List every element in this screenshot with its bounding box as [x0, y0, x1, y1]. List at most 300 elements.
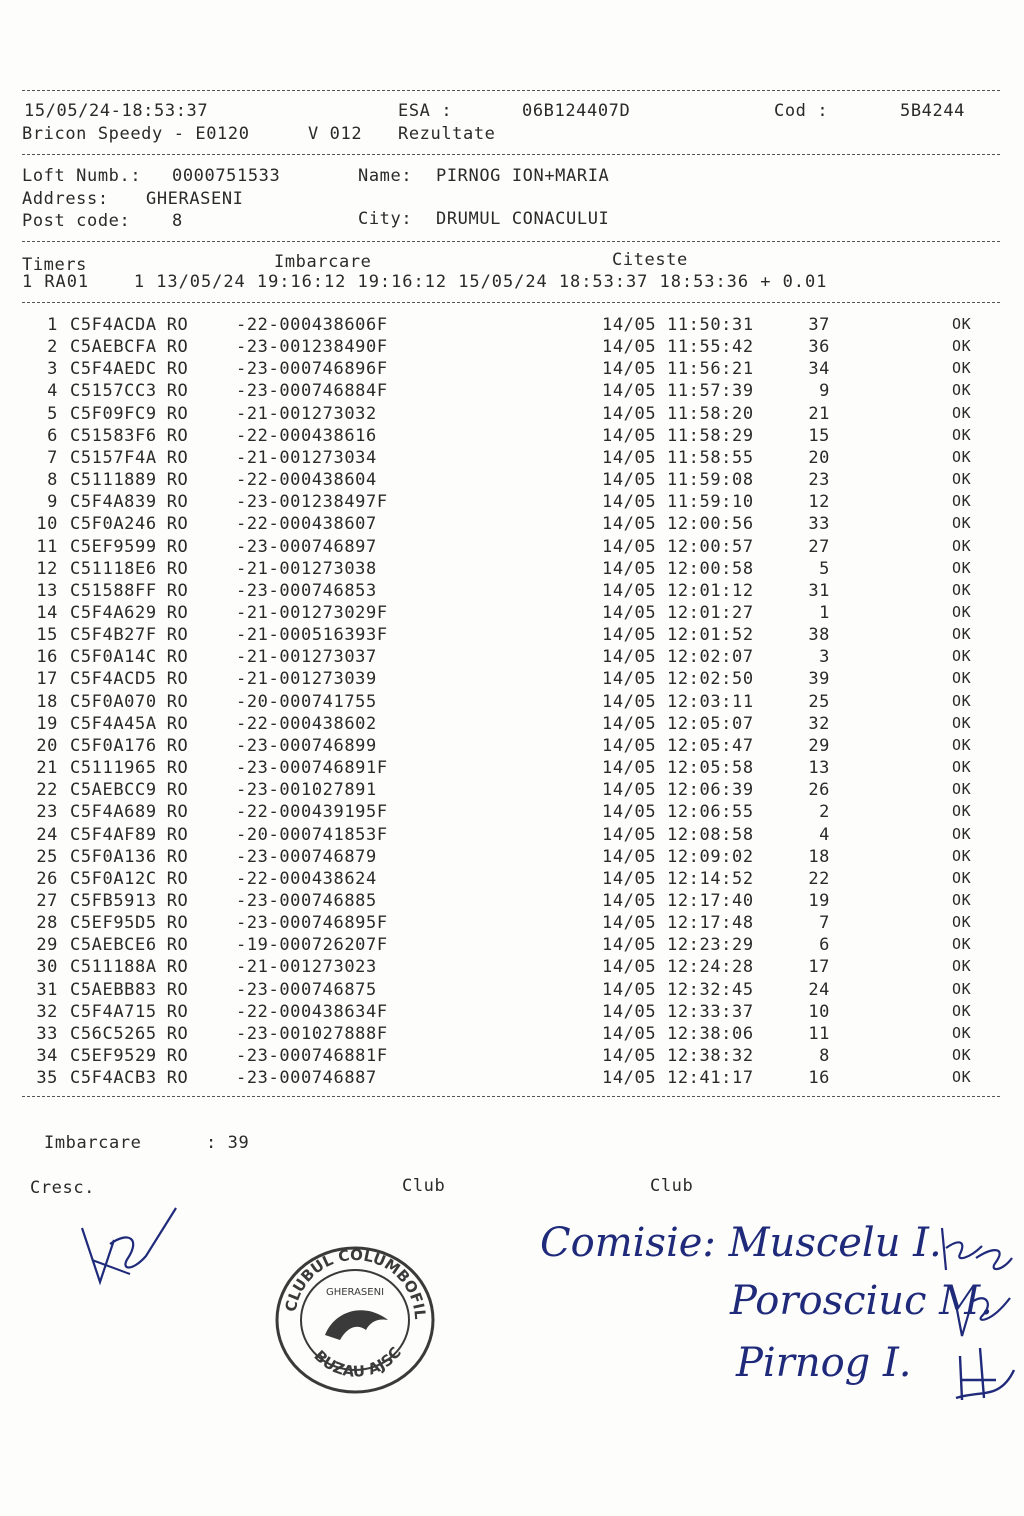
breeder-signature [70, 1200, 190, 1290]
ring-number: -21-001273029F [236, 603, 388, 623]
row-number: 12 [36, 558, 58, 579]
table-row [0, 426, 1024, 448]
document-title: Rezultate [398, 124, 496, 144]
country-code: RO [166, 492, 189, 513]
position: 33 [808, 514, 830, 535]
arrival-time: 14/05 12:05:07 [602, 713, 754, 734]
chip-id [70, 869, 188, 889]
status: OK [952, 381, 972, 400]
arrival-time: 14/05 12:24:28 [602, 957, 754, 978]
table-row [0, 337, 1024, 359]
divider [22, 1096, 1000, 1097]
chip-code: C5AEBCE6 [70, 935, 157, 956]
status: OK [952, 868, 972, 887]
table-row [0, 647, 1024, 669]
country-code: RO [166, 890, 189, 911]
table-row [0, 891, 1024, 913]
arrival-time: 14/05 12:01:52 [602, 625, 754, 646]
country-code: RO [166, 403, 189, 424]
table-row [0, 1024, 1024, 1046]
country-code: RO [166, 669, 189, 690]
country-code: RO [166, 425, 189, 446]
chip-id [70, 980, 188, 1000]
ring-number: -22-000438624 [236, 868, 377, 889]
country-code: RO [166, 381, 189, 402]
chip-id [70, 426, 188, 446]
club-label: Club [650, 1176, 694, 1196]
status: OK [952, 603, 972, 621]
ring-number: -21-001273034 [236, 447, 377, 468]
chip-code: C5F4ACB3 [70, 1068, 157, 1089]
status: OK [952, 890, 972, 909]
row-number: 1 [47, 315, 58, 335]
ring-number: -23-000746884F [236, 381, 388, 402]
position: 2 [819, 802, 830, 823]
status: OK [952, 669, 972, 688]
chip-id [70, 514, 188, 534]
position: 10 [808, 1001, 830, 1022]
status: OK [952, 558, 972, 577]
imbarcare-header: Imbarcare [274, 252, 372, 272]
chip-code: C5FB5913 [70, 890, 157, 911]
commission-line-1: Comisie: Muscelu I. [540, 1220, 942, 1266]
chip-code: C5F0A176 [70, 735, 157, 756]
arrival-time: 14/05 12:23:29 [602, 935, 754, 956]
chip-code: C5EF9599 [70, 536, 157, 557]
address-label: Address: [22, 189, 109, 209]
table-row [0, 1068, 1024, 1090]
country-code: RO [166, 713, 189, 734]
chip-id [70, 448, 188, 468]
stamp-top-text: CLUBUL COLUMBOFIL [281, 1245, 430, 1320]
position: 25 [808, 691, 830, 712]
table-row [0, 957, 1024, 979]
chip-id [70, 891, 188, 911]
ring-number: -22-000438606F [236, 315, 388, 335]
country-code: RO [166, 735, 189, 756]
table-row [0, 381, 1024, 403]
table-row [0, 692, 1024, 714]
table-row [0, 448, 1024, 470]
imbarcare-total-label: Imbarcare [44, 1133, 142, 1153]
table-row [0, 404, 1024, 426]
chip-id [70, 315, 188, 335]
chip-id [70, 1002, 188, 1022]
ring-number: -22-000438604 [236, 470, 377, 490]
ring-number: -20-000741755 [236, 691, 377, 712]
row-number: 4 [47, 381, 58, 402]
chip-code: C5111889 [70, 470, 157, 490]
ring-number: -21-000516393F [236, 625, 388, 646]
chip-code: C5F4A45A [70, 713, 157, 734]
chip-id [70, 359, 188, 379]
arrival-time: 14/05 12:01:12 [602, 580, 754, 601]
chip-code: C5157F4A [70, 447, 157, 468]
ring-number: -22-000438607 [236, 514, 377, 535]
row-number: 24 [36, 824, 58, 845]
country-code: RO [166, 603, 189, 623]
arrival-time: 14/05 11:50:31 [602, 315, 754, 335]
divider [22, 302, 1000, 303]
table-row [0, 825, 1024, 847]
arrival-time: 14/05 12:14:52 [602, 868, 754, 889]
status: OK [952, 470, 972, 488]
device-version: V 012 [308, 124, 363, 144]
chip-id [70, 669, 188, 689]
ring-number: -23-000746881F [236, 1045, 388, 1066]
row-number: 14 [36, 603, 58, 623]
ring-number: -23-000746853 [236, 580, 377, 601]
position: 36 [808, 337, 830, 358]
position: 9 [819, 381, 830, 402]
table-row [0, 581, 1024, 603]
country-code: RO [166, 913, 189, 933]
club-label: Club [402, 1176, 446, 1196]
position: 24 [808, 979, 830, 1000]
position: 38 [808, 625, 830, 646]
position: 39 [808, 669, 830, 690]
ring-number: -23-000746899 [236, 735, 377, 756]
status: OK [952, 359, 972, 378]
chip-code: C51118E6 [70, 558, 157, 579]
status: OK [952, 846, 972, 865]
chip-id [70, 780, 188, 800]
chip-code: C5F09FC9 [70, 403, 157, 424]
pigeon-icon [325, 1310, 388, 1340]
chip-id [70, 492, 188, 512]
chip-id [70, 1024, 188, 1044]
table-row [0, 559, 1024, 581]
position: 20 [808, 447, 830, 468]
chip-code: C5F4A715 [70, 1001, 157, 1022]
arrival-time: 14/05 11:56:21 [602, 359, 754, 380]
row-number: 13 [36, 580, 58, 601]
position: 1 [819, 603, 830, 623]
country-code: RO [166, 447, 189, 468]
row-number: 20 [36, 735, 58, 756]
status: OK [952, 1068, 972, 1087]
chip-id [70, 559, 188, 579]
status: OK [952, 735, 972, 754]
position: 13 [808, 758, 830, 778]
ring-number: -21-001273037 [236, 647, 377, 668]
print-datetime: 15/05/24-18:53:37 [24, 101, 209, 121]
timer-line: 1 RA01 1 13/05/24 19:16:12 19:16:12 15/05/24 18:53:37 18:53:36 + 0.01 [22, 272, 828, 292]
position: 4 [819, 824, 830, 845]
ring-number: -21-001273032 [236, 403, 377, 424]
arrival-time: 14/05 12:32:45 [602, 979, 754, 1000]
chip-code: C5F0A246 [70, 514, 157, 535]
arrival-time: 14/05 12:17:48 [602, 913, 754, 933]
post-code-label: Post code: [22, 211, 131, 231]
country-code: RO [166, 824, 189, 845]
ring-number: -23-000746875 [236, 979, 377, 1000]
chip-id [70, 625, 188, 645]
table-row [0, 913, 1024, 935]
row-number: 8 [47, 470, 58, 490]
position: 22 [808, 868, 830, 889]
stamp-bottom-text: BUZAU AJSC [310, 1343, 405, 1381]
city-label: City: [358, 209, 413, 229]
timers-label: Timers [22, 255, 88, 275]
row-number: 35 [36, 1068, 58, 1089]
position: 34 [808, 359, 830, 380]
position: 6 [819, 935, 830, 956]
table-row [0, 935, 1024, 957]
status: OK [952, 1001, 972, 1020]
country-code: RO [166, 1023, 189, 1044]
chip-id [70, 736, 188, 756]
status: OK [952, 1045, 972, 1064]
chip-code: C5F4AF89 [70, 824, 157, 845]
chip-code: C5F0A070 [70, 691, 157, 712]
row-number: 17 [36, 669, 58, 690]
status: OK [952, 647, 972, 666]
country-code: RO [166, 514, 189, 535]
chip-code: C5AEBCC9 [70, 780, 157, 801]
commission-line-3: Pirnog I. [736, 1340, 912, 1386]
status: OK [952, 1023, 972, 1042]
stamp-inner-text: GHERASENI [325, 1287, 385, 1298]
country-code: RO [166, 558, 189, 579]
country-code: RO [166, 1068, 189, 1089]
country-code: RO [166, 625, 189, 646]
country-code: RO [166, 846, 189, 867]
ring-number: -21-001273038 [236, 558, 377, 579]
arrival-time: 14/05 12:09:02 [602, 846, 754, 867]
arrival-time: 14/05 12:17:40 [602, 890, 754, 911]
country-code: RO [166, 780, 189, 801]
ring-number: -23-000746885 [236, 890, 377, 911]
row-number: 28 [36, 913, 58, 933]
row-number: 2 [47, 337, 58, 358]
arrival-time: 14/05 12:03:11 [602, 691, 754, 712]
chip-code: C5F0A14C [70, 647, 157, 668]
position: 15 [808, 425, 830, 446]
esa-label: ESA : [398, 101, 453, 121]
chip-code: C5F4B27F [70, 625, 157, 646]
position: 31 [808, 580, 830, 601]
table-row [0, 869, 1024, 891]
chip-code: C51583F6 [70, 425, 157, 446]
arrival-time: 14/05 12:33:37 [602, 1001, 754, 1022]
chip-id [70, 337, 188, 357]
ring-number: -23-001238497F [236, 492, 388, 513]
table-row [0, 847, 1024, 869]
country-code: RO [166, 536, 189, 557]
chip-code: C5F4A839 [70, 492, 157, 513]
position: 23 [808, 470, 830, 490]
chip-id [70, 692, 188, 712]
arrival-time: 14/05 11:58:20 [602, 403, 754, 424]
status: OK [952, 780, 972, 799]
citeste-header: Citeste [612, 250, 688, 270]
chip-id [70, 404, 188, 424]
ring-number: -23-000746896F [236, 359, 388, 380]
arrival-time: 14/05 11:55:42 [602, 337, 754, 358]
device-name: Bricon Speedy - E0120 [22, 124, 250, 144]
name-value: PIRNOG ION+MARIA [436, 166, 610, 186]
chip-code: C511188A [70, 957, 157, 978]
row-number: 22 [36, 780, 58, 801]
commission-signature-2 [946, 1282, 1016, 1342]
row-number: 32 [36, 1001, 58, 1022]
breeder-label: Cresc. [30, 1178, 96, 1198]
table-row [0, 736, 1024, 758]
status: OK [952, 447, 972, 466]
position: 21 [808, 403, 830, 424]
name-label: Name: [358, 166, 413, 186]
table-row [0, 514, 1024, 536]
chip-id [70, 802, 188, 822]
status: OK [952, 957, 972, 976]
chip-id [70, 470, 188, 490]
chip-code: C56C5265 [70, 1023, 157, 1044]
ring-number: -23-001027888F [236, 1023, 388, 1044]
ring-number: -22-000438616 [236, 425, 377, 446]
chip-code: C51588FF [70, 580, 157, 601]
row-number: 15 [36, 625, 58, 646]
row-number: 25 [36, 846, 58, 867]
row-number: 9 [47, 492, 58, 513]
arrival-time: 14/05 11:59:10 [602, 492, 754, 513]
row-number: 33 [36, 1023, 58, 1044]
table-row [0, 492, 1024, 514]
chip-code: C5AEBCFA [70, 337, 157, 358]
position: 3 [819, 647, 830, 668]
commission-signature-1 [936, 1218, 1016, 1278]
ring-number: -23-000746895F [236, 913, 388, 933]
chip-code: C5F0A12C [70, 868, 157, 889]
country-code: RO [166, 470, 189, 490]
arrival-time: 14/05 12:00:57 [602, 536, 754, 557]
row-number: 31 [36, 979, 58, 1000]
table-row [0, 1046, 1024, 1068]
chip-id [70, 847, 188, 867]
chip-code: C5111965 [70, 758, 157, 778]
country-code: RO [166, 1001, 189, 1022]
city-value: DRUMUL CONACULUI [436, 209, 610, 229]
divider [22, 154, 1000, 155]
chip-code: C5AEBB83 [70, 979, 157, 1000]
arrival-time: 14/05 12:02:07 [602, 647, 754, 668]
ring-number: -23-000746879 [236, 846, 377, 867]
ring-number: -22-000439195F [236, 802, 388, 823]
table-row [0, 714, 1024, 736]
imbarcare-total-value: : 39 [206, 1133, 250, 1153]
position: 12 [808, 492, 830, 513]
country-code: RO [166, 691, 189, 712]
arrival-time: 14/05 12:02:50 [602, 669, 754, 690]
status: OK [952, 492, 972, 511]
table-row [0, 758, 1024, 780]
position: 8 [819, 1045, 830, 1066]
status: OK [952, 536, 972, 555]
chip-id [70, 581, 188, 601]
status: OK [952, 580, 972, 599]
ring-number: -21-001273023 [236, 957, 377, 978]
ring-number: -22-000438602 [236, 713, 377, 734]
esa-value: 06B124407D [522, 101, 631, 121]
ring-number: -23-000746897 [236, 536, 377, 557]
arrival-time: 14/05 12:00:58 [602, 558, 754, 579]
position: 29 [808, 735, 830, 756]
chip-id [70, 935, 188, 955]
row-number: 34 [36, 1045, 58, 1066]
status: OK [952, 337, 972, 356]
country-code: RO [166, 935, 189, 956]
chip-code: C5F4ACDA [70, 315, 157, 335]
cod-value: 5B4244 [900, 101, 966, 121]
chip-id [70, 537, 188, 557]
table-row [0, 802, 1024, 824]
chip-code: C5EF9529 [70, 1045, 157, 1066]
divider [22, 90, 1000, 91]
row-number: 6 [47, 425, 58, 446]
ring-number: -19-000726207F [236, 935, 388, 956]
country-code: RO [166, 758, 189, 778]
commission-signature-3 [950, 1340, 1020, 1406]
table-row [0, 780, 1024, 802]
post-code-value: 8 [172, 211, 183, 231]
arrival-time: 14/05 12:06:55 [602, 802, 754, 823]
chip-code: C5F4ACD5 [70, 669, 157, 690]
country-code: RO [166, 979, 189, 1000]
country-code: RO [166, 802, 189, 823]
chip-id [70, 647, 188, 667]
arrival-time: 14/05 11:59:08 [602, 470, 754, 490]
arrival-time: 14/05 12:01:27 [602, 603, 754, 623]
table-row [0, 1002, 1024, 1024]
table-row [0, 315, 1024, 337]
status: OK [952, 691, 972, 710]
chip-id [70, 957, 188, 977]
status: OK [952, 913, 972, 931]
position: 11 [808, 1023, 830, 1044]
ring-number: -23-001027891 [236, 780, 377, 801]
position: 19 [808, 890, 830, 911]
row-number: 30 [36, 957, 58, 978]
divider [22, 241, 1000, 242]
row-number: 5 [47, 403, 58, 424]
ring-number: -22-000438634F [236, 1001, 388, 1022]
arrival-time: 14/05 11:57:39 [602, 381, 754, 402]
row-number: 7 [47, 447, 58, 468]
country-code: RO [166, 957, 189, 978]
position: 18 [808, 846, 830, 867]
ring-number: -20-000741853F [236, 824, 388, 845]
country-code: RO [166, 315, 189, 335]
table-row [0, 980, 1024, 1002]
position: 37 [808, 315, 830, 335]
table-row [0, 603, 1024, 625]
position: 5 [819, 558, 830, 579]
table-row [0, 470, 1024, 492]
row-number: 27 [36, 890, 58, 911]
position: 17 [808, 957, 830, 978]
status: OK [952, 425, 972, 444]
svg-text:BUZAU AJSC [310, 1344, 404, 1381]
country-code: RO [166, 359, 189, 380]
table-row [0, 669, 1024, 691]
status: OK [952, 514, 972, 533]
commission-line-2: Porosciuc M. [730, 1278, 993, 1324]
ring-number: -23-000746887 [236, 1068, 377, 1089]
loft-label: Loft Numb.: [22, 166, 142, 186]
status: OK [952, 315, 972, 333]
row-number: 19 [36, 713, 58, 734]
arrival-time: 14/05 12:05:47 [602, 735, 754, 756]
